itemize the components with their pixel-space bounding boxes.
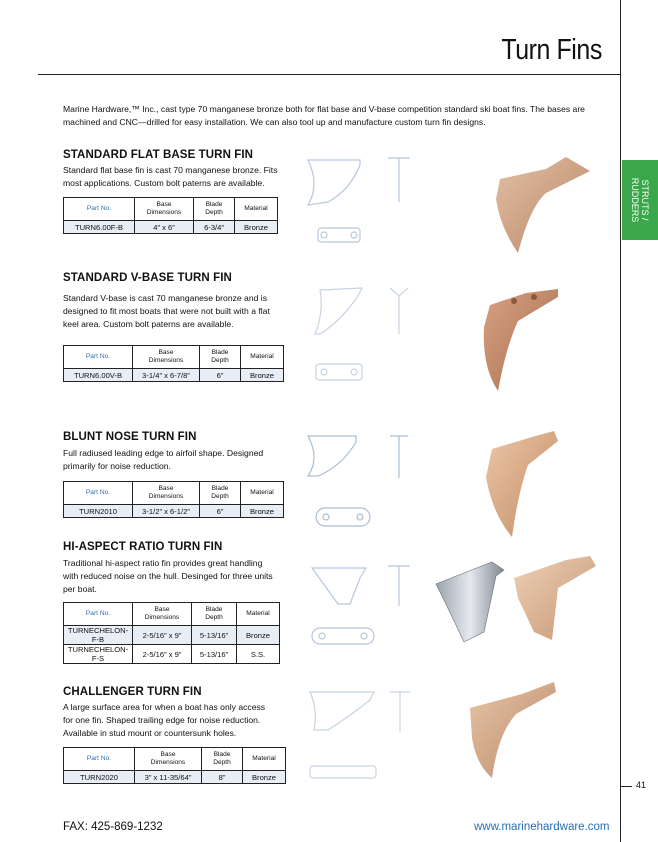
flat-base-fin-photo	[486, 157, 596, 257]
section-desc-blunt-nose: Full radiused leading edge to airfoil shape. Designed primarily for noise reduction.	[63, 448, 264, 471]
side-tab-label: STRUTS / RUDDERS	[630, 177, 650, 223]
section-title-blunt-nose: BLUNT NOSE TURN FIN	[63, 431, 197, 443]
title-rule	[38, 74, 620, 75]
spec-table-hi-aspect: Part No. Base Dimensions Blade Depth Material TURNECHELON-F-B 2-5/16” x 9” 5-13/16” Bronze TURNECHELON-F-S 2-5/16” x 9” 5-13/16” S.S.	[63, 602, 280, 664]
hi-aspect-fin-photo-stainless	[430, 556, 520, 646]
section-desc-flat-base: Standard flat base fin is cast 70 manganese bronze. Fits most applications. Custom bolt paterns are available.	[63, 165, 278, 188]
section-title-flat-base: STANDARD FLAT BASE TURN FIN	[63, 149, 254, 161]
section-desc-v-base: Standard V-base is cast 70 manganese bronze and is designed to fit most boats that were not built with a flat keel area. Custom bolt paterns are available.	[63, 293, 270, 329]
section-desc-challenger: A large surface area for when a boat has only access for one fin. Shaped trailing edge for noise reduction. Available in stud mount or countersunk holes.	[63, 702, 266, 738]
table-row: TURN2020 3” x 11-35/64” 8” Bronze	[64, 771, 286, 784]
footer-website-link[interactable]: www.marinehardware.com	[474, 821, 610, 833]
v-base-fin-photo	[478, 287, 588, 397]
section-title-v-base: STANDARD V-BASE TURN FIN	[63, 272, 232, 284]
spec-table-flat-base: Part No. Base Dimensions Blade Depth Material TURN6.00F-B 4” x 6” 6-3/4” Bronze	[63, 197, 278, 234]
table-row: TURN6.00V-B 3-1/4” x 6-7/8” 6” Bronze	[64, 369, 284, 382]
intro-paragraph: Marine Hardware,™ Inc., cast type 70 manganese bronze both for flat base and V-base competition standard ski boat fins. The bases are machined and CNC—drilled for easy installation. We can also tool up and manufacture custom turn fin designs.	[63, 104, 585, 127]
footer-fax: FAX: 425-869-1232	[63, 821, 163, 833]
challenger-fin-photo	[462, 680, 562, 784]
spec-table-challenger: Part No. Base Dimensions Blade Depth Material TURN2020 3” x 11-35/64” 8” Bronze	[63, 747, 286, 784]
v-base-fin-drawing	[300, 282, 420, 392]
page-number: 41	[636, 780, 647, 790]
section-desc-hi-aspect: Traditional hi-aspect ratio fin provides great handling with reduced noise on the hull. Desinged for three units per boat.	[63, 558, 273, 594]
section-title-challenger: CHALLENGER TURN FIN	[63, 686, 202, 698]
page-number-tick	[620, 786, 632, 787]
blunt-nose-fin-photo	[482, 429, 592, 541]
blunt-nose-fin-drawing	[300, 430, 420, 540]
table-row: TURNECHELON-F-S 2-5/16” x 9” 5-13/16” S.S.	[64, 645, 280, 664]
flat-base-fin-drawing	[300, 150, 420, 250]
section-title-hi-aspect: HI-ASPECT RATIO TURN FIN	[63, 541, 223, 553]
page-right-rule	[620, 0, 621, 842]
hi-aspect-fin-drawing	[300, 560, 420, 660]
page-title: Turn Fins	[501, 34, 602, 66]
hi-aspect-fin-photo-bronze	[510, 556, 610, 646]
table-row: TURN2010 3-1/2” x 6-1/2” 6” Bronze	[64, 505, 284, 518]
table-row: TURNECHELON-F-B 2-5/16” x 9” 5-13/16” Bronze	[64, 626, 280, 645]
table-row: TURN6.00F-B 4” x 6” 6-3/4” Bronze	[64, 221, 278, 234]
spec-table-blunt-nose: Part No. Base Dimensions Blade Depth Material TURN2010 3-1/2” x 6-1/2” 6” Bronze	[63, 481, 284, 518]
side-tab-struts-rudders[interactable]	[622, 160, 658, 240]
spec-table-v-base: Part No. Base Dimensions Blade Depth Material TURN6.00V-B 3-1/4” x 6-7/8” 6” Bronze	[63, 345, 284, 382]
challenger-fin-drawing	[300, 686, 420, 786]
